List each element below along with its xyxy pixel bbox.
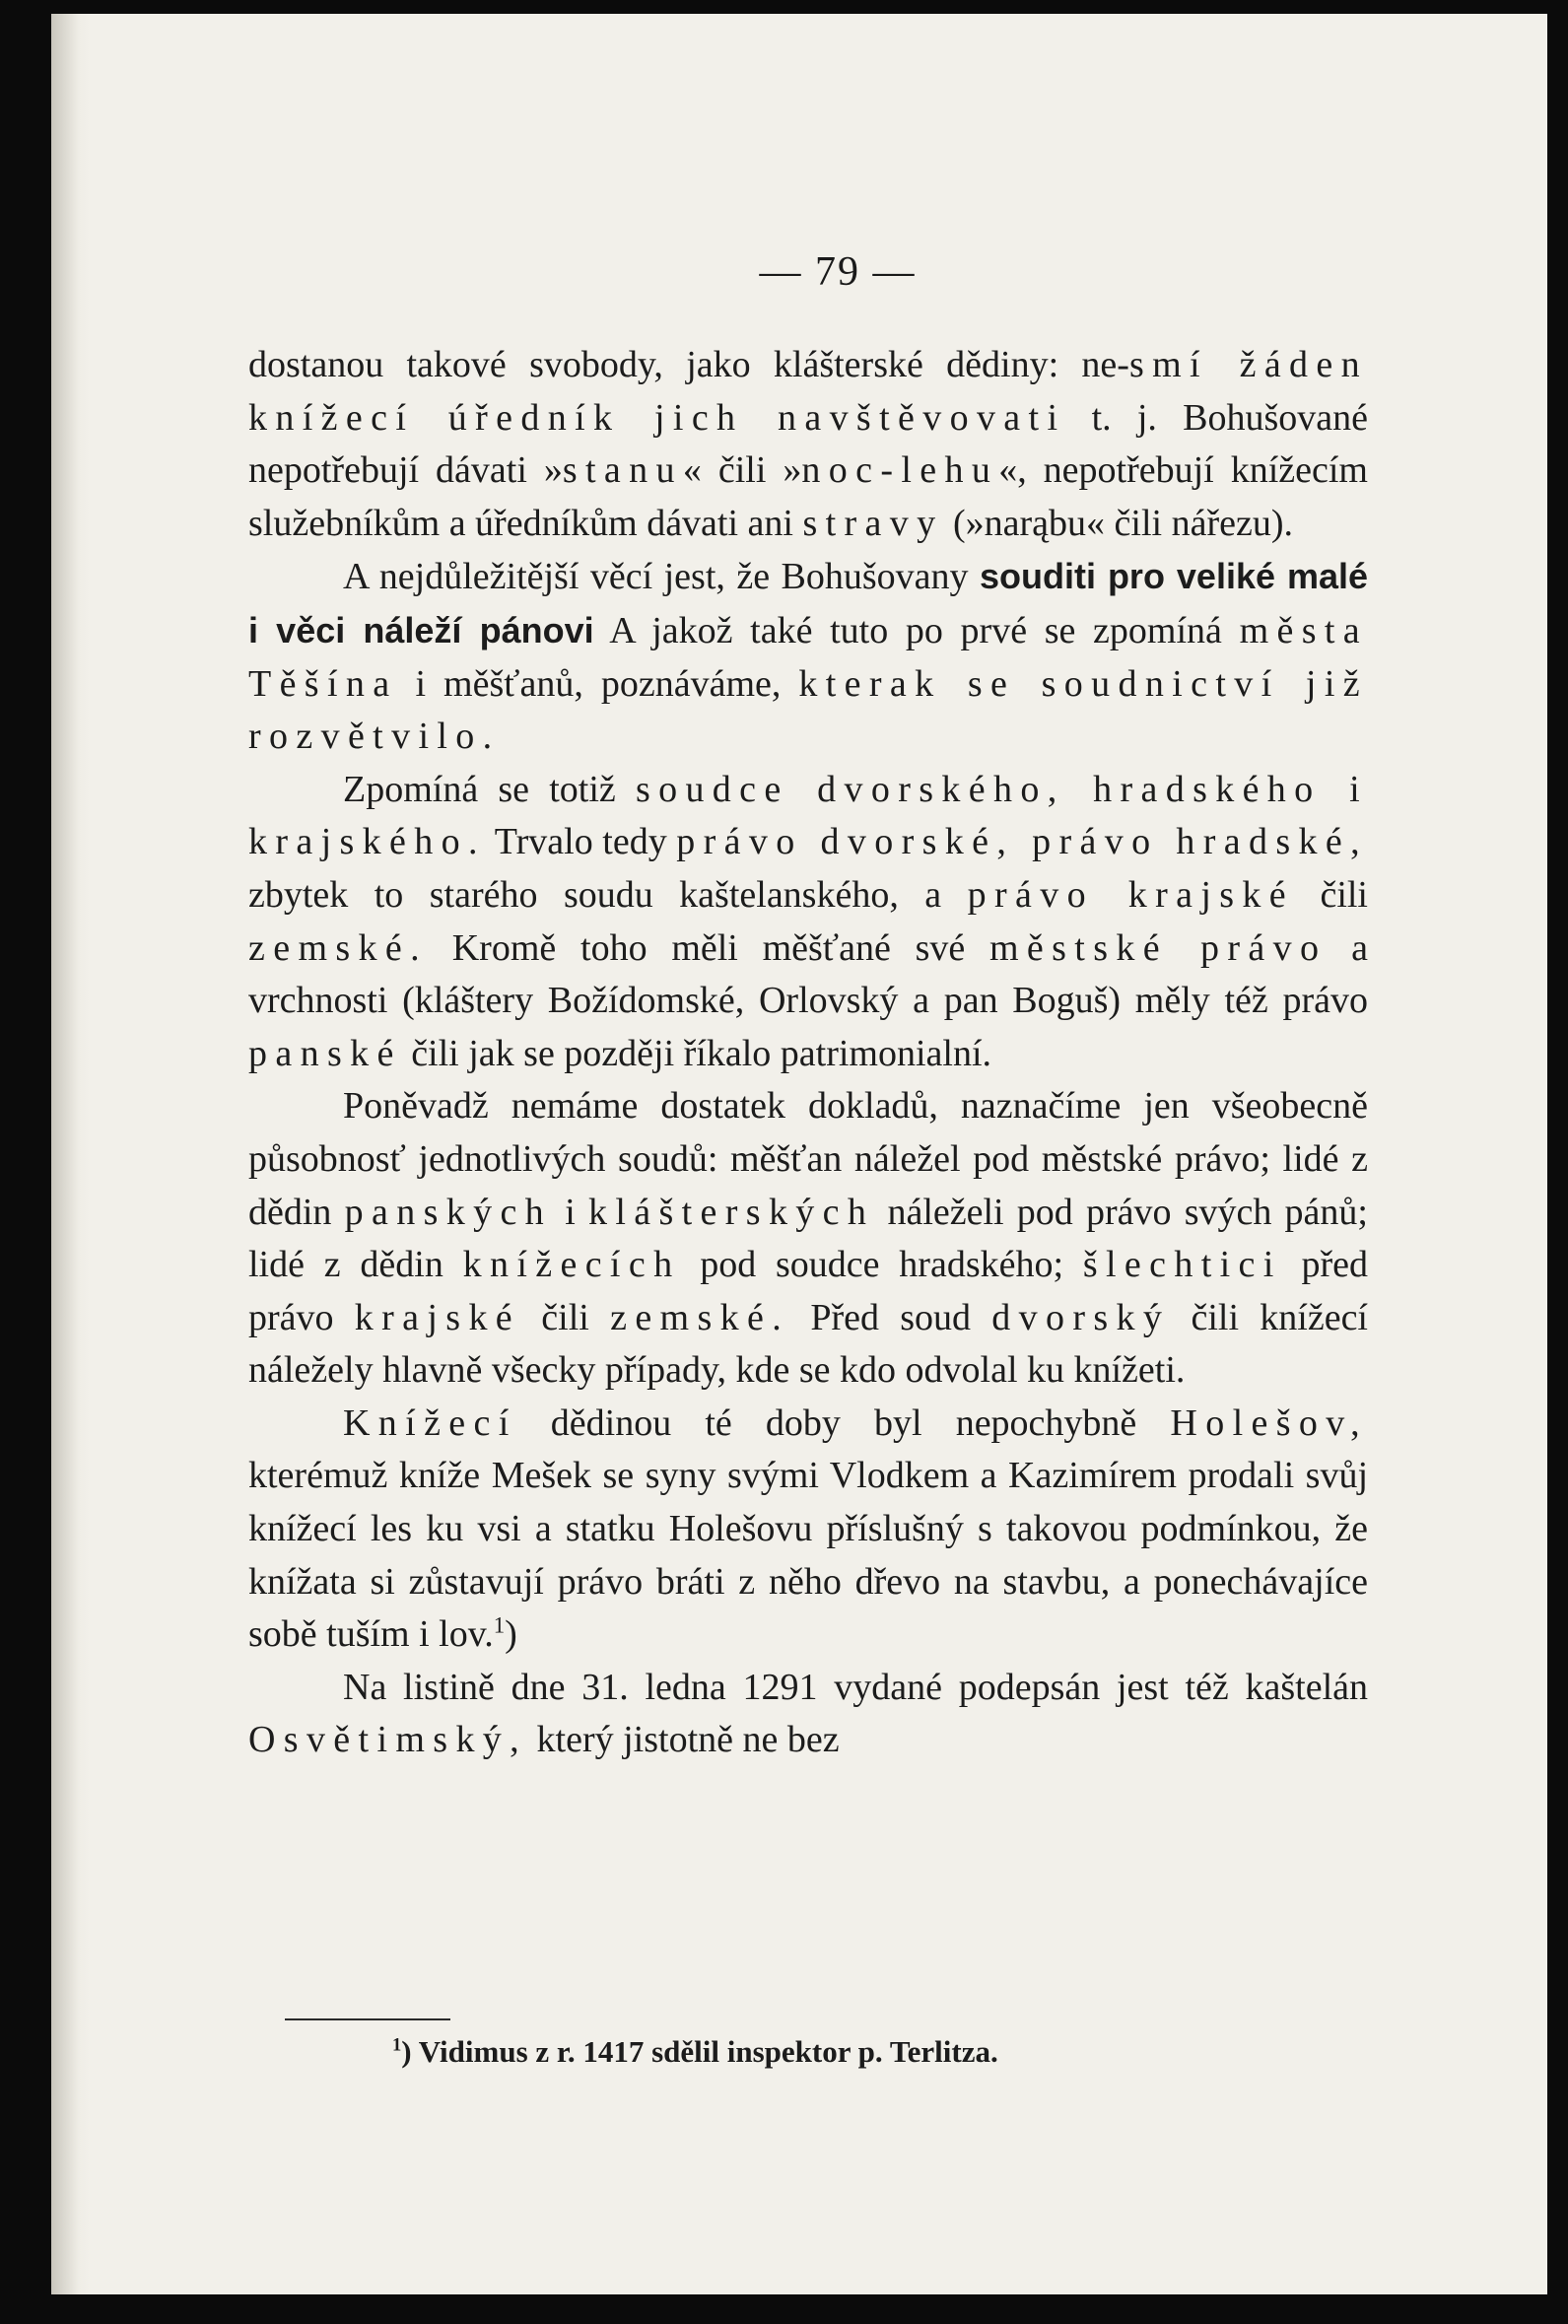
- text-run: i: [552, 1191, 588, 1233]
- text-run: náleželi pod právo svých pánů; lidé z dědin: [248, 1191, 1368, 1286]
- text-run: čili: [520, 1296, 611, 1338]
- spaced-text: kterak se soudnictví již rozvětvilo.: [248, 662, 1368, 758]
- text-run: Trvalo tedy: [485, 821, 677, 863]
- spaced-text: noc-lehu: [801, 449, 999, 492]
- spaced-text: právo dvorské, právo hradské,: [676, 821, 1368, 863]
- text-run: A jakož také tuto po prvé se zpomíná: [593, 609, 1240, 651]
- body-text: [248, 339, 1368, 1767]
- spaced-text: stanu: [562, 449, 683, 492]
- text-run: (»narąbu« čili nářezu).: [943, 502, 1293, 544]
- spaced-text: panských: [344, 1191, 553, 1233]
- footnote: [392, 2032, 1358, 2072]
- spaced-text: stravy: [802, 502, 944, 544]
- footnote-text: ) Vidimus z r. 1417 sdělil inspektor p. Terlitza.: [401, 2034, 998, 2069]
- spaced-text: města Těšína: [248, 609, 1368, 705]
- binding-edge: [51, 14, 91, 2294]
- text-run: Před soud: [789, 1296, 992, 1338]
- text-run: A nejdůležitější věcí jest, že Bohušovany: [343, 556, 980, 598]
- paragraph: [248, 1080, 1368, 1398]
- text-run: i měšťanů, poznáváme,: [397, 662, 799, 705]
- spaced-text: zemské.: [248, 926, 428, 969]
- book-page: [51, 14, 1547, 2294]
- page-number: — 79 —: [759, 249, 917, 295]
- text-run: dědinou té doby byl nepochybně: [516, 1401, 1171, 1444]
- paragraph: [248, 1662, 1368, 1767]
- text-run: čili jak se později říkalo patrimonialní.: [401, 1032, 992, 1074]
- text-run: Na listině dne 31. ledna 1291 vydané podepsán jest též kaštelán: [343, 1666, 1368, 1708]
- text-run: a vrchnosti (kláštery Božídomské, Orlovský a pan Boguš) měly též právo: [248, 926, 1369, 1022]
- footnote-ref: 1: [493, 1612, 506, 1638]
- text-run: zbytek to starého soudu kaštelanského, a: [248, 873, 968, 916]
- spaced-text: knížecích: [462, 1244, 681, 1286]
- spaced-text: městské právo: [989, 926, 1328, 969]
- text-run: Zpomíná se totiž: [343, 768, 636, 810]
- text-run: čili knížecí náležely hlavně všecky případy, kde se kdo odvolal ku knížeti.: [248, 1296, 1368, 1392]
- text-run: t. j. Bohušované nepotřebují dávati »: [248, 396, 1369, 492]
- spaced-text: soudce dvorského, hradského i krajského.: [248, 768, 1368, 863]
- paragraph: [248, 550, 1368, 763]
- spaced-text: zemské.: [610, 1296, 790, 1338]
- spaced-text: klášterských: [587, 1191, 875, 1233]
- text-run: čili: [1294, 873, 1368, 916]
- text-run: kterémuž kníže Mešek se syny svými Vlodkem a Kazimírem prodali svůj knížecí les ku vsi a statku Holešovu příslušný s takovou podmínkou, že knížata si zůstavují právo bráti z něho dřevo na stavbu, a ponechávajíce sobě tuším i lov.: [248, 1455, 1368, 1656]
- text-run: před právo: [248, 1244, 1368, 1338]
- text-run: dostanou takové svobody, jako klášterské dědiny: ne-: [248, 344, 1129, 385]
- spaced-text: panské: [248, 1032, 402, 1074]
- text-run: Kromě toho měli měšťané své: [427, 926, 989, 969]
- spaced-text: šlechtici: [1082, 1244, 1282, 1286]
- paragraph: [248, 764, 1368, 1081]
- footnote-separator: [285, 2018, 450, 2020]
- spaced-text: smí žáden knížecí úředník jich navštěvovati: [248, 344, 1368, 439]
- text-run: « čili »: [682, 449, 802, 492]
- spaced-text: Holešov,: [1170, 1401, 1368, 1444]
- spaced-text: Osvětimský,: [248, 1719, 528, 1761]
- paragraph: [248, 339, 1368, 550]
- text-run: «, nepotřebují knížecím služebníkům a úředníkům dávati ani: [248, 449, 1368, 544]
- spaced-text: krajské: [354, 1296, 521, 1338]
- footnote-marker: 1: [392, 2034, 402, 2056]
- text-run: ): [505, 1613, 517, 1656]
- bold-text: souditi pro veliké malé i věci náleží pánovi: [248, 556, 1369, 650]
- spaced-text: Knížecí: [343, 1401, 517, 1444]
- paragraph: [248, 1398, 1368, 1662]
- text-run: který jistotně ne bez: [527, 1719, 840, 1761]
- spaced-text: právo krajské: [967, 873, 1294, 916]
- spaced-text: dvorský: [991, 1296, 1171, 1338]
- text-run: Poněvadž nemáme dostatek dokladů, naznačíme jen všeobecně působnosť jednotlivých soudů: měšťan náležel pod městské právo; lidé z dědin: [248, 1085, 1368, 1233]
- text-run: pod soudce hradského;: [680, 1244, 1083, 1286]
